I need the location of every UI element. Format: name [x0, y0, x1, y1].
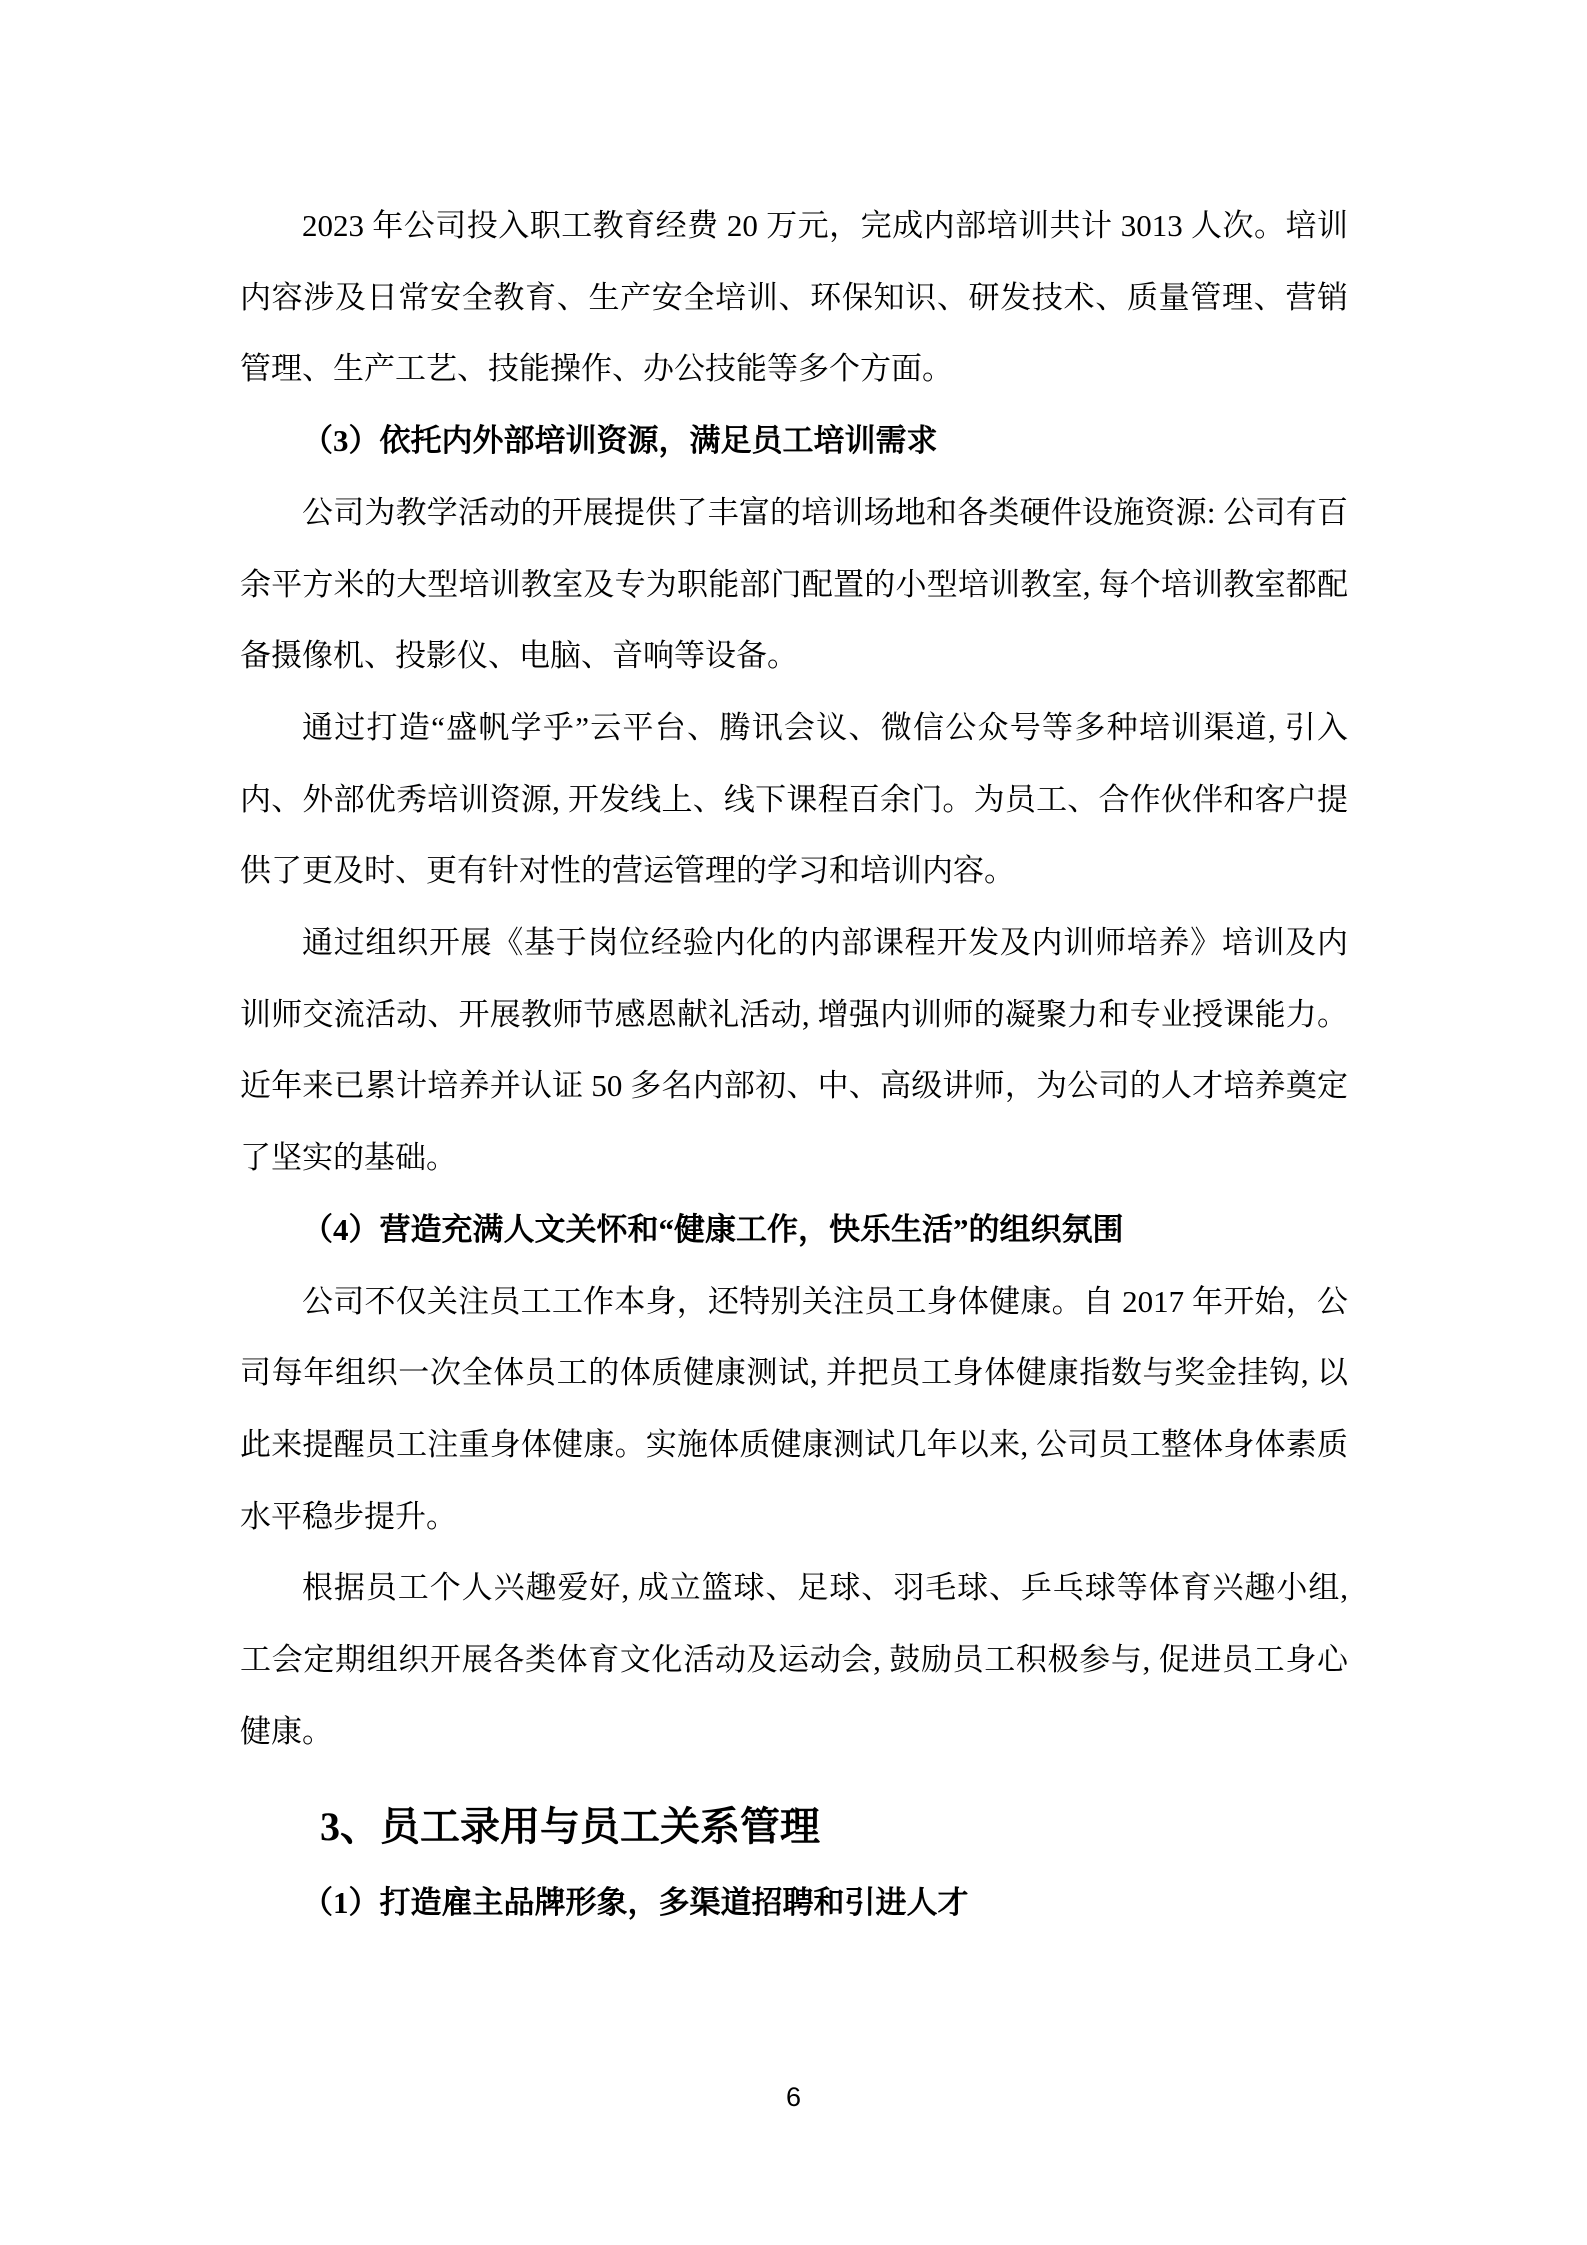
section-heading-recruitment-and-relations: 3、员工录用与员工关系管理 [320, 1804, 820, 1850]
paragraph-training-facilities: 公司为教学活动的开展提供了丰富的培训场地和各类硬件设施资源: 公司有百余平方米的大型培训教室及专为职能部门配置的小型培训教室, 每个培训教室都配备摄像机、投影仪、电脑、音响等设备。 [240, 494, 1348, 674]
paragraph-employee-health: 公司不仅关注员工工作本身，还特别关注员工身体健康。自 2017 年开始，公司每年组织一次全体员工的体质健康测试, 并把员工身体健康指数与奖金挂钩, 以此来提醒员工注重身体健康。实施体质健康测试几年以来, 公司员工整体身体素质水平稳步提升。 [240, 1283, 1348, 1534]
paragraph-internal-trainer-development: 通过组织开展《基于岗位经验内化的内部课程开发及内训师培养》培训及内训师交流活动、开展教师节感恩献礼活动, 增强内训师的凝聚力和专业授课能力。近年来已累计培养并认证 50 多名内部初、中、高级讲师，为公司的人才培养奠定了坚实的基础。 [240, 925, 1348, 1176]
heading-internal-external-training-resources: （3）依托内外部培训资源，满足员工培训需求 [302, 423, 938, 459]
page-number: 6 [785, 2082, 802, 2112]
heading-organizational-atmosphere: （4）营造充满人文关怀和“健康工作，快乐生活”的组织氛围 [302, 1211, 1124, 1247]
heading-employer-brand: （1）打造雇主品牌形象，多渠道招聘和引进人才 [302, 1885, 969, 1921]
paragraph-education-funding: 2023 年公司投入职工教育经费 20 万元，完成内部培训共计 3013 人次。培训内容涉及日常安全教育、生产安全培训、环保知识、研发技术、质量管理、营销管理、生产工艺、技能操作、办公技能等多个方面。 [240, 208, 1348, 387]
document-body [240, 190, 1348, 1939]
paragraph-training-channels: 通过打造“盛帆学乎”云平台、腾讯会议、微信公众号等多种培训渠道, 引入内、外部优秀培训资源, 开发线上、线下课程百余门。为员工、合作伙伴和客户提供了更及时、更有针对性的营运管理的学习和培训内容。 [240, 709, 1348, 889]
paragraph-sports-interest-groups: 根据员工个人兴趣爱好, 成立篮球、足球、羽毛球、乒乓球等体育兴趣小组, 工会定期组织开展各类体育文化活动及运动会, 鼓励员工积极参与, 促进员工身心健康。 [240, 1570, 1348, 1749]
